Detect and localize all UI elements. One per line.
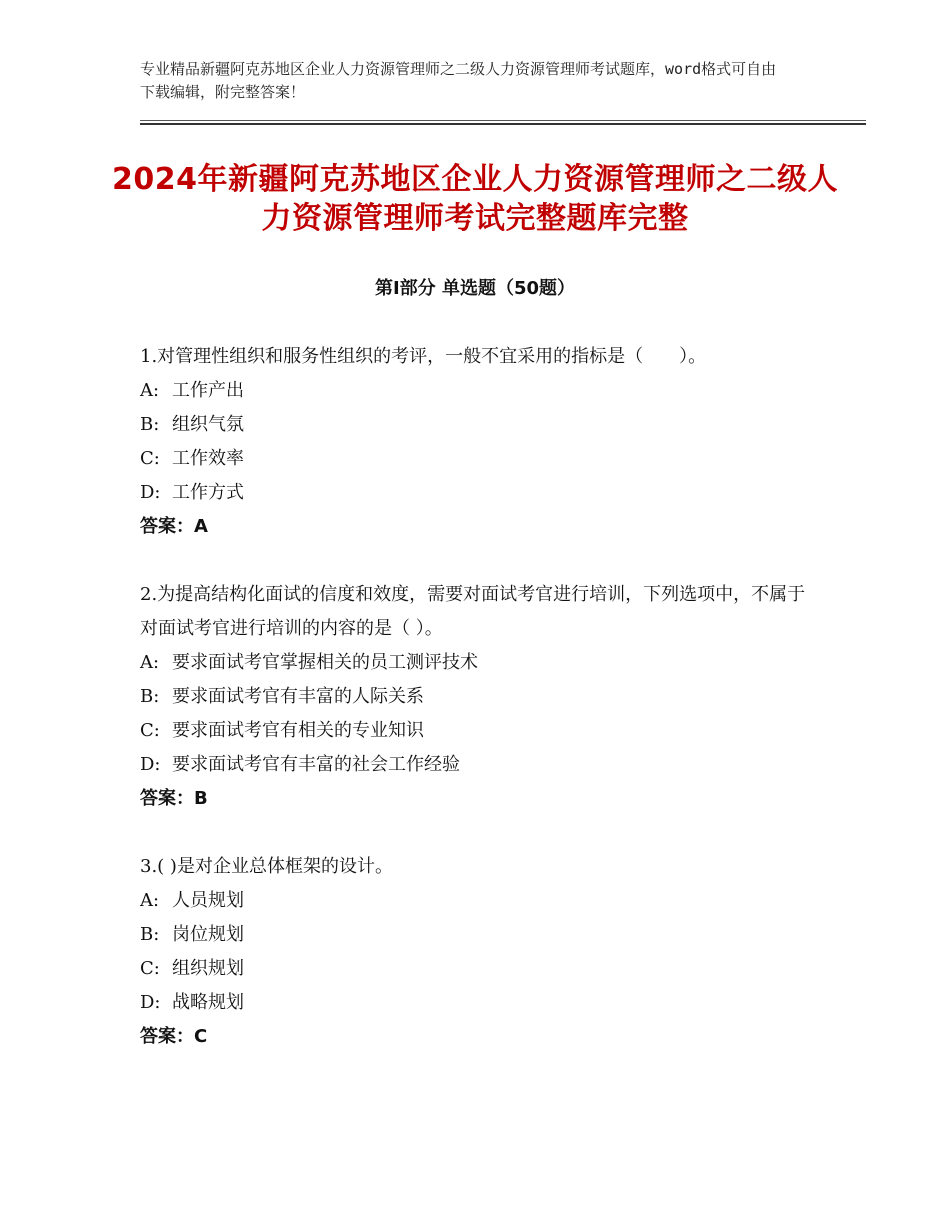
section-title: 第Ⅰ部分 单选题（50题） [374, 278, 575, 299]
question-stem: 3.( )是对企业总体框架的设计。 [140, 856, 393, 877]
option-text: 组织规划 [172, 958, 244, 979]
option-letter: B: [140, 924, 160, 945]
option-letter: C: [140, 958, 160, 979]
option-a [140, 646, 820, 680]
option-b [140, 918, 820, 952]
option-letter: C: [140, 448, 160, 469]
option-c [140, 714, 820, 748]
option-letter: D: [140, 754, 161, 775]
header-divider-thin [140, 120, 866, 121]
question-3 [140, 850, 820, 1054]
option-text: 工作产出 [172, 380, 244, 401]
question-list [140, 340, 820, 1054]
option-d [140, 476, 820, 510]
header-note: 专业精品新疆阿克苏地区企业人力资源管理师之二级人力资源管理师考试题库，word格式可自由下载编辑，附完整答案！ [140, 60, 777, 101]
option-text: 岗位规划 [172, 924, 244, 945]
question-stem: 1.对管理性组织和服务性组织的考评，一般不宜采用的指标是（ ）。 [140, 346, 707, 367]
option-text: 人员规划 [172, 890, 244, 911]
option-letter: B: [140, 414, 160, 435]
option-text: 组织气氛 [172, 414, 244, 435]
option-text: 工作效率 [172, 448, 244, 469]
option-a [140, 374, 820, 408]
answer-label: 答案：A [140, 516, 208, 537]
question-1 [140, 340, 820, 544]
option-letter: D: [140, 482, 161, 503]
option-text: 工作方式 [172, 482, 244, 503]
question-2 [140, 578, 820, 816]
option-text: 战略规划 [172, 992, 244, 1013]
option-letter: A: [140, 380, 160, 401]
answer-label: 答案：B [140, 788, 208, 809]
option-letter: A: [140, 890, 160, 911]
option-letter: B: [140, 686, 160, 707]
header-divider-thick [140, 123, 866, 125]
option-d [140, 748, 820, 782]
option-text: 要求面试考官有丰富的人际关系 [172, 686, 424, 707]
option-c [140, 442, 820, 476]
option-b [140, 408, 820, 442]
option-text: 要求面试考官有丰富的社会工作经验 [172, 754, 460, 775]
question-stem: 2.为提高结构化面试的信度和效度，需要对面试考官进行培训，下列选项中，不属于对面试考官进行培训的内容的是（ ）。 [140, 584, 806, 639]
option-d [140, 986, 820, 1020]
option-b [140, 680, 820, 714]
option-c [140, 952, 820, 986]
option-text: 要求面试考官掌握相关的员工测评技术 [172, 652, 478, 673]
option-text: 要求面试考官有相关的专业知识 [172, 720, 424, 741]
option-a [140, 884, 820, 918]
answer-label: 答案：C [140, 1026, 208, 1047]
option-letter: A: [140, 652, 160, 673]
option-letter: D: [140, 992, 161, 1013]
document-title: 2024年新疆阿克苏地区企业人力资源管理师之二级人力资源管理师考试完整题库完整 [112, 162, 838, 236]
option-letter: C: [140, 720, 160, 741]
